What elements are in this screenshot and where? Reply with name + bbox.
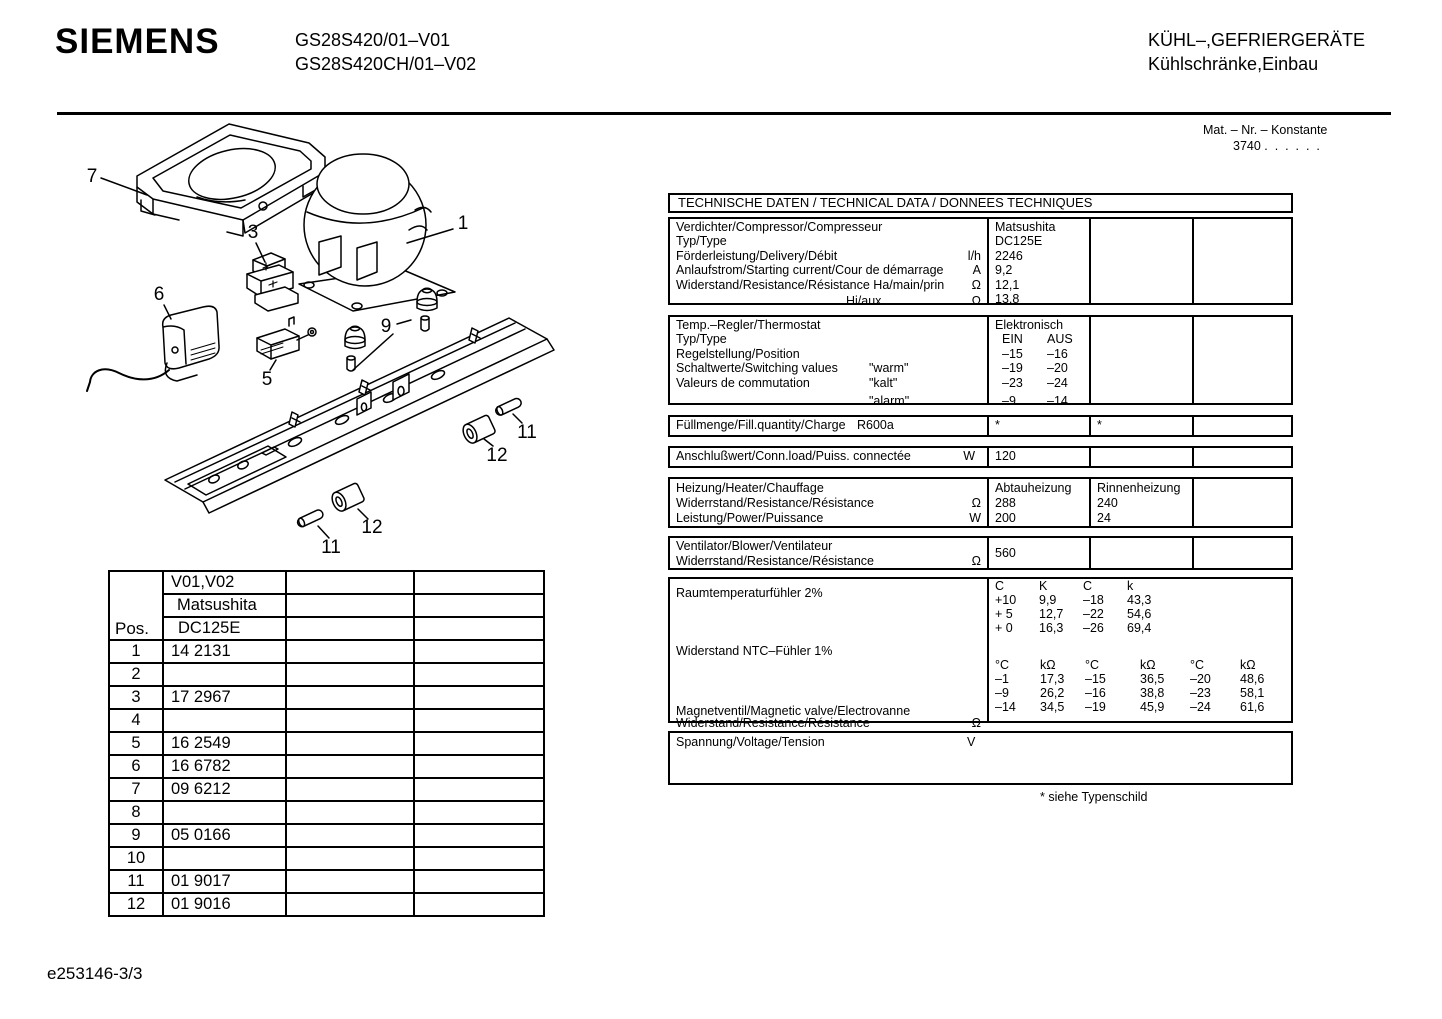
table-row: 6 16 6782 [109,755,544,778]
tech-value: –19 –20 [1002,361,1068,375]
table-row: 3 17 2967 [109,686,544,709]
callout-9: 9 [380,316,392,337]
callout-5: 5 [261,369,273,390]
tech-row-label: Temp.–Regler/Thermostat [676,318,821,332]
tech-value: –9 –14 [1002,394,1068,408]
tech-row-label: Anschlußwert/Conn.load/Puiss. connectée W [676,449,975,463]
tech-value: 24 [1097,511,1111,525]
model-numbers [295,28,476,76]
table-header-row [109,571,544,594]
tech-row-label: Magnetventil/Magnetic valve/Electrovanne [676,704,911,718]
material-number-value: 3740 . . . . . . [1233,139,1320,153]
tech-row-label: Typ/Type [676,332,727,346]
tech-value: Rinnenheizung [1097,481,1181,495]
tech-row-label: Füllmenge/Fill.quantity/Charge R600a [676,418,894,432]
callout-3: 3 [247,222,259,243]
pin-part-right [494,397,522,417]
starter-part [87,306,219,391]
tech-title-block [668,193,1293,213]
tech-title: TECHNISCHE DATEN / TECHNICAL DATA / DONNEES TECHNIQUES [678,195,1093,210]
category-line-1: KÜHL–,GEFRIERGERÄTE [1148,30,1366,50]
sensor-table-row: + 5 12,7 –22 54,6 [995,607,1152,621]
thermostat-block: Temp.–Regler/Thermostat Typ/Type Regelstellung/Position Schaltwerte/Switching values "warm" Valeurs de commutation "kalt" "alarm" Elektronisch EIN AUS –15 –16 –19 –20 –23 –24 –9 –14 [668,315,1293,405]
tech-row-label: Widerstand/Resistance/Résistance Ha/main/prin Ω [676,278,981,292]
callout-1: 1 [457,213,469,234]
tech-row-label: Leistung/Power/Puissance W [676,511,981,525]
tech-value: 200 [995,511,1016,525]
sensor-table-row: –1 17,3 –15 36,5 –20 48,6 [995,672,1265,686]
tech-value: Elektronisch [995,318,1064,332]
sensor-table-row: +10 9,9 –18 43,3 [995,593,1152,607]
tray-part [137,124,325,236]
tech-row-label: Anlaufstrom/Starting current/Cour de démarrage A [676,263,981,277]
callout-12-left: 12 [361,517,383,538]
tech-value: Abtauheizung [995,481,1072,495]
callout-7: 7 [86,166,98,187]
tech-row-label: Verdichter/Compressor/Compresseur [676,220,883,234]
model-line-2: GS28S420CH/01–V02 [295,54,477,74]
tech-value: –23 –24 [1002,376,1068,390]
tech-row-label: Widerstand NTC–Fühler 1% [676,644,833,658]
tech-row-label: Ventilator/Blower/Ventilateur [676,539,833,553]
tech-value: * [995,418,1000,432]
voltage-block [668,731,1293,785]
sensor-table-row: –14 34,5 –19 45,9 –24 61,6 [995,700,1265,714]
table-row: 8 [109,801,544,824]
sensor-table-row: + 0 16,3 –26 69,4 [995,621,1152,635]
sensor-table-header: C K C k [995,579,1134,593]
variant-header-cell: V01,V02 [163,571,286,594]
tech-row-label: Spannung/Voltage/Tension V [676,735,976,749]
table-row: 5 16 2549 [109,732,544,755]
tech-row-label: Valeurs de commutation "kalt" [676,376,898,390]
heater-block [668,477,1293,528]
footnote: * siehe Typenschild [1040,790,1148,804]
bushing-part-right [460,414,496,445]
tech-row-label: Widerrstand/Resistance/Résistance Ω [676,496,981,510]
valve-part [257,317,316,359]
fan-block [668,536,1293,570]
table-row: 11 01 9017 [109,870,544,893]
tech-value: –15 –16 [1002,347,1068,361]
table-header-row [109,594,544,617]
table-row: 7 09 6212 [109,778,544,801]
tech-row-label: Widerrstand/Resistance/Résistance Ω [676,554,981,568]
brand-logo: SIEMENS [55,22,220,61]
tech-row-label: Förderleistung/Delivery/Débit l/h [676,249,981,263]
tech-value: 9,2 [995,263,1013,277]
tech-value: 12,1 [995,278,1020,292]
tech-value: 560 [995,546,1016,560]
table-row: 2 [109,663,544,686]
table-row: 10 [109,847,544,870]
table-row: 12 01 9016 [109,893,544,916]
tech-row-label: Typ/Type [676,234,727,248]
tech-value: 2246 [995,249,1023,263]
sensor-table-row: –9 26,2 –16 38,8 –23 58,1 [995,686,1265,700]
callout-11-left: 11 [321,537,341,558]
tech-value: 13,8 [995,292,1020,306]
tech-value: * [1097,418,1102,432]
tech-row-label: Schaltwerte/Switching values "warm" [676,361,909,375]
tech-value: DC125E [995,234,1043,248]
exploded-parts-diagram [57,112,597,582]
sensors-block [668,577,1293,730]
pin-part-left [296,509,324,529]
tech-row-label: Widerstand/Resistance/Résistance Ω [676,716,981,730]
category-line-2: Kühlschränke,Einbau [1148,54,1319,74]
callout-11-right: 11 [517,422,537,443]
tech-value: Matsushita [995,220,1056,234]
tech-value: 120 [995,449,1016,463]
document-number: e253146-3/3 [47,964,143,983]
tech-row-label: Regelstellung/Position [676,347,800,361]
material-number-label: Mat. – Nr. – Konstante [1203,123,1328,137]
tech-value: 288 [995,496,1016,510]
compressor-part [299,154,455,311]
compressor-block: Verdichter/Compressor/Compresseur Typ/Type Förderleistung/Delivery/Débit l/h Anlaufstrom/Starting current/Cour de démarrage A Widerstand/Resistance/Résistance Ha/main/prin Ω Hi/aux Ω Matsushita DC125E 2246 9,2 12,1 13,8 [668,217,1293,305]
maker-header-cell: Matsushita [163,594,286,617]
callout-6: 6 [153,284,165,305]
table-header-row [109,617,544,640]
tech-value: 240 [1097,496,1118,510]
connected-load-block [668,446,1293,468]
pos-column-header: Pos. [109,571,163,640]
material-number [1203,122,1327,154]
charge-block [668,415,1293,437]
parts-list-table [108,570,545,917]
table-row: 4 [109,709,544,732]
tech-value: EIN AUS [1002,332,1073,346]
tech-row-label: Raumtemperaturfühler 2% [676,586,823,600]
table-row: 1 14 2131 [109,640,544,663]
table-row: 9 05 0166 [109,824,544,847]
technical-data-table [668,193,1293,803]
relay-part [247,253,298,311]
callout-12-right: 12 [486,445,508,466]
sensor-table-header: °C kΩ °C kΩ °C kΩ [995,658,1256,672]
bushing-part-left [329,482,365,513]
tech-row-label: Heizung/Heater/Chauffage [676,481,824,495]
type-header-cell: DC125E [163,617,286,640]
model-line-1: GS28S420/01–V01 [295,30,451,50]
appliance-category [1148,28,1365,76]
